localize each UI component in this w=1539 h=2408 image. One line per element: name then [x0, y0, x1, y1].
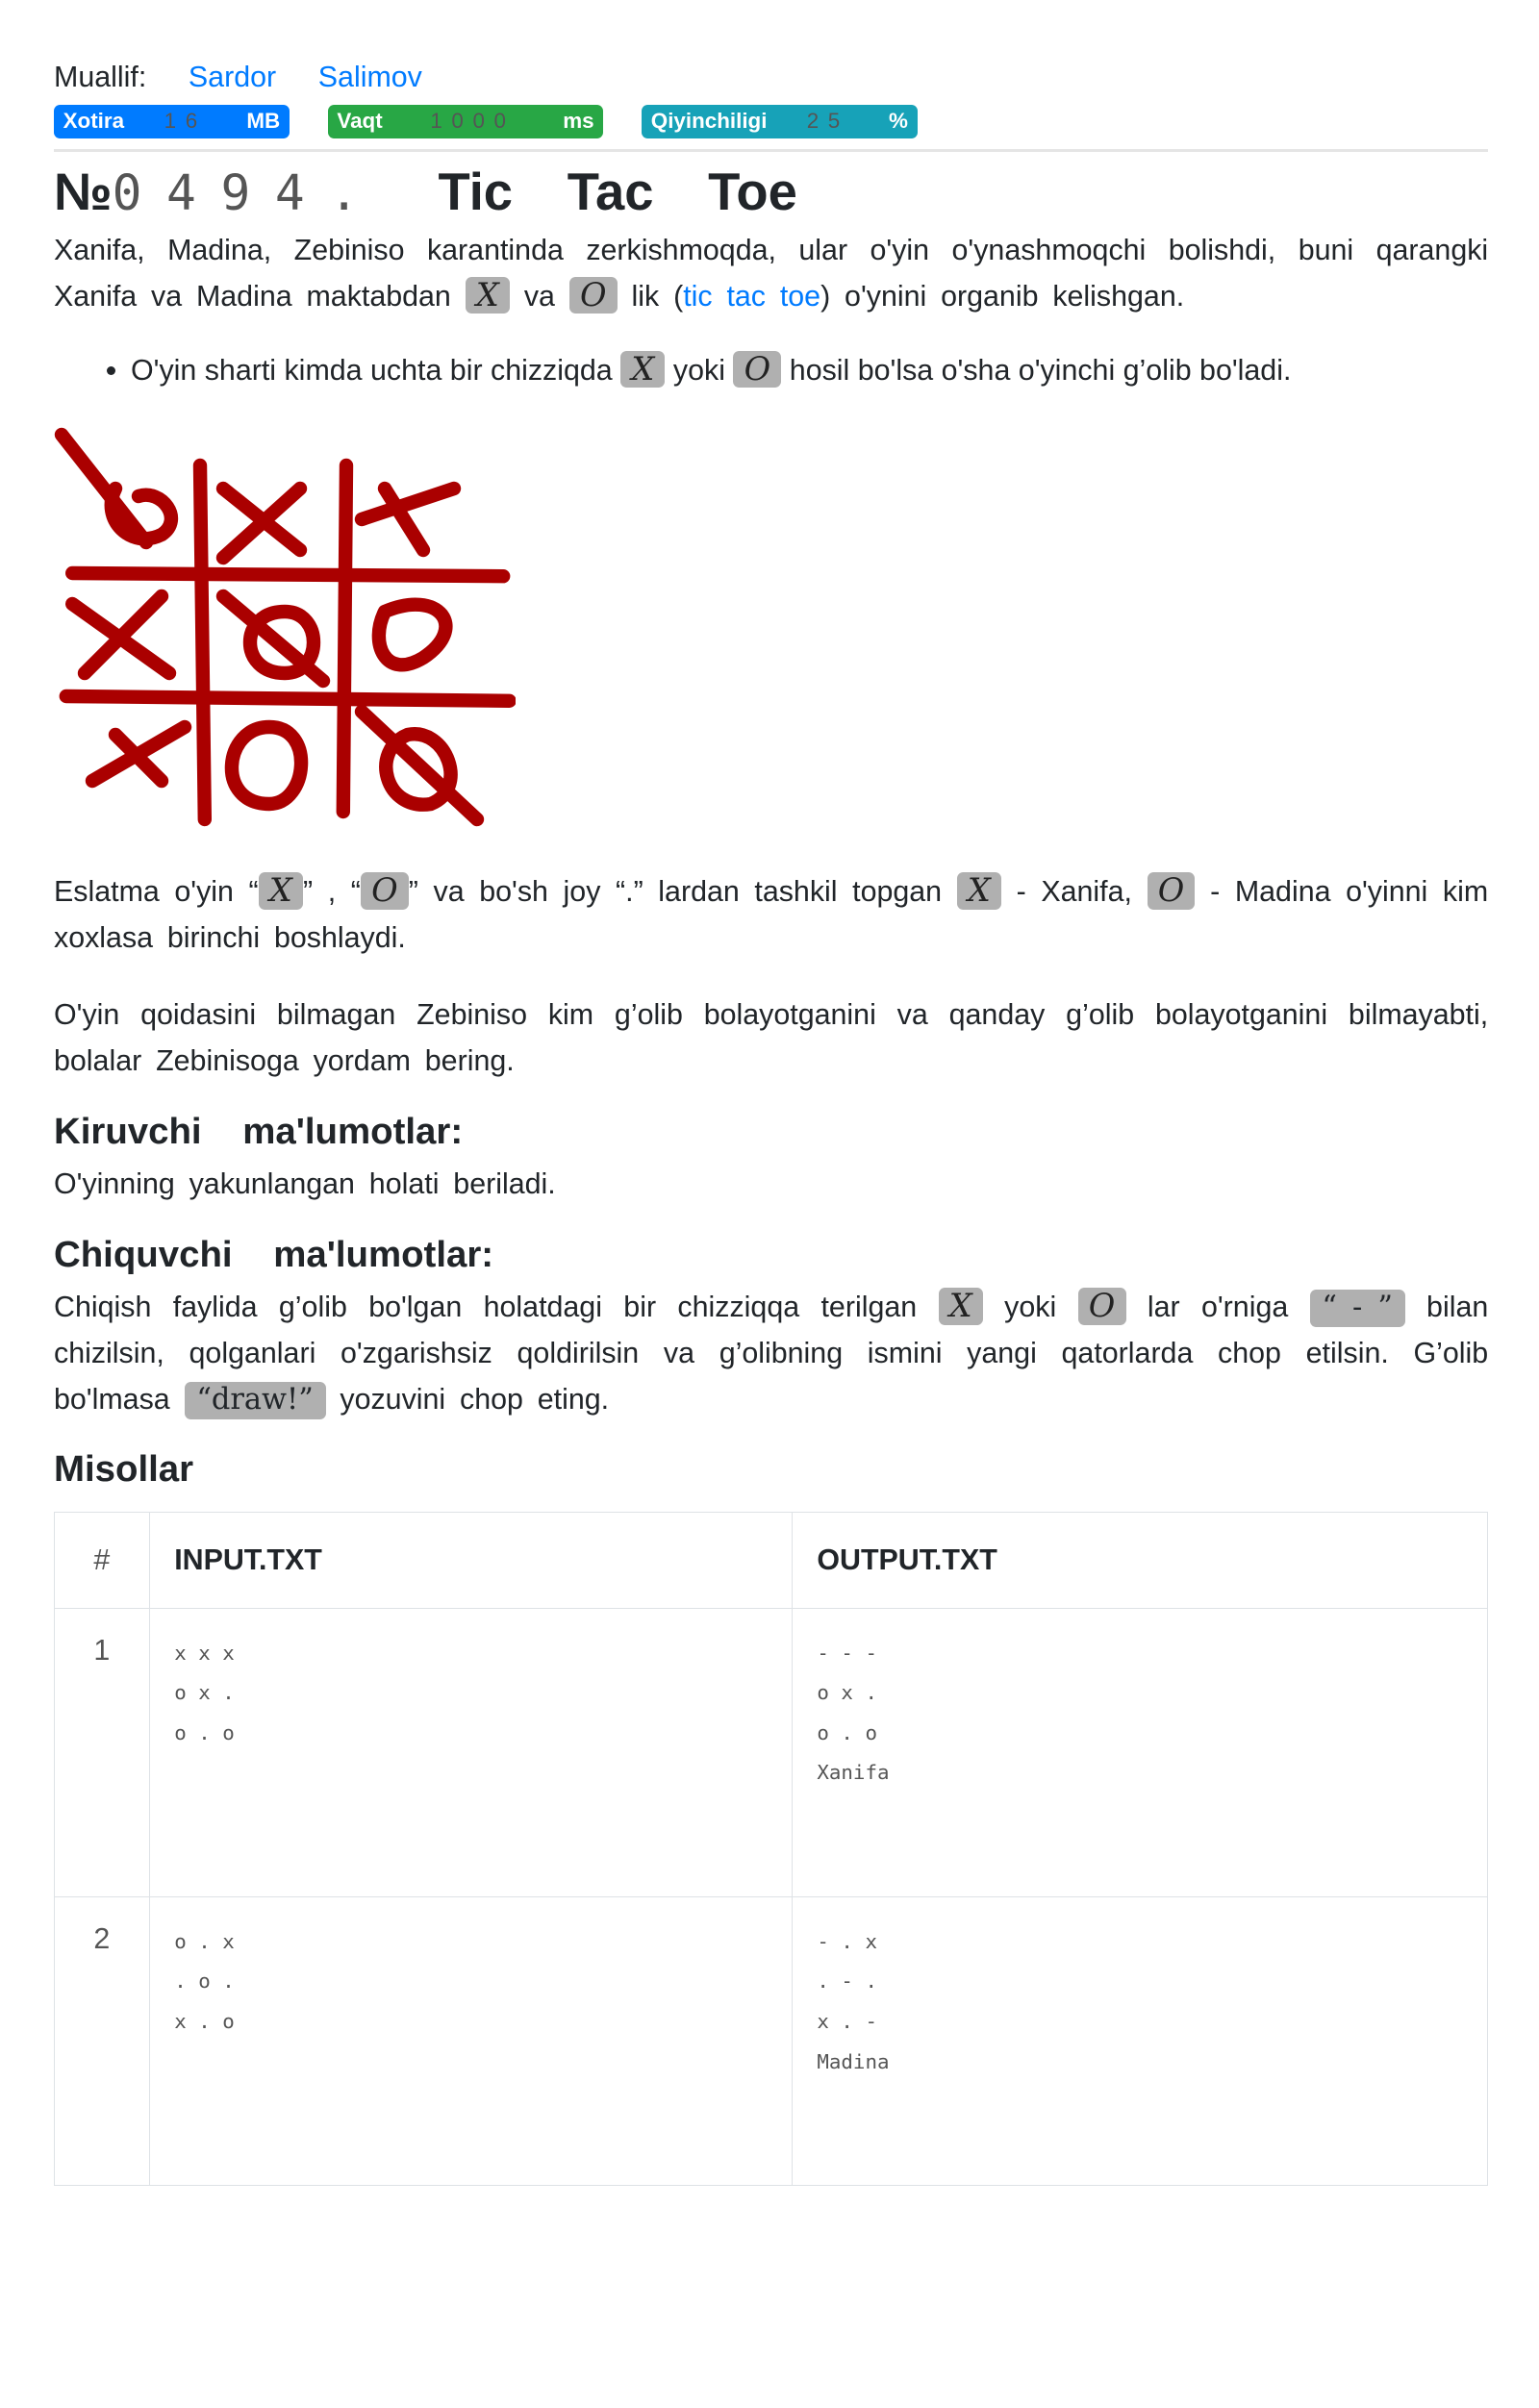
math-x: X	[466, 277, 510, 314]
author-first-link[interactable]: Sardor	[188, 60, 277, 93]
badge-label: Qiyinchiligi	[650, 109, 768, 134]
row-number: 1	[55, 1609, 150, 1897]
math-x: X	[957, 872, 1001, 909]
badge-unit: %	[889, 109, 908, 134]
difficulty-badge	[642, 105, 917, 138]
examples-heading: Misollar	[54, 1448, 194, 1491]
problem-page	[54, 0, 1488, 2278]
col-output: OUTPUT.TXT	[792, 1512, 1487, 1608]
dash-quote: “ - ”	[1310, 1290, 1405, 1326]
badge-unit: MB	[246, 109, 281, 134]
math-o: O	[361, 872, 409, 909]
col-input: INPUT.TXT	[149, 1512, 792, 1608]
table-row	[55, 1897, 1488, 2186]
row-number: 2	[55, 1897, 150, 2186]
badge-label: Vaqt	[337, 109, 383, 134]
time-badge	[328, 105, 603, 138]
rule-item: • O'yin sharti kimda uchta bir chizziqda X yoki O hosil bo'lsa o'sha o'yinchi g’olib bo'ladi.	[131, 347, 1488, 393]
input-description: O'yinning yakunlangan holati beriladi.	[54, 1167, 556, 1201]
examples-table	[54, 1512, 1488, 2187]
badge-value: 25	[806, 109, 849, 134]
math-o: O	[569, 277, 618, 314]
problem-name: Tic Tac Toe	[438, 162, 797, 221]
tic-tac-toe-link[interactable]: tic tac toe	[683, 279, 821, 313]
divider	[54, 149, 1488, 152]
tic-tac-toe-image	[54, 427, 516, 830]
rules-list	[54, 347, 1488, 393]
table-row	[55, 1609, 1488, 1897]
input-heading: Kiruvchi ma'lumotlar:	[54, 1110, 464, 1152]
page-title	[54, 159, 1488, 227]
col-number: #	[55, 1512, 150, 1608]
math-x: X	[620, 351, 665, 388]
badge-label: Xotira	[63, 109, 125, 134]
math-o: O	[1148, 872, 1196, 909]
table-header	[55, 1512, 1488, 1608]
input-text: o . x . o . x . o	[174, 1929, 235, 2034]
math-o: O	[1078, 1288, 1126, 1324]
math-o: O	[733, 351, 781, 388]
note-paragraph: Eslatma o'yin “ X ” , “ O ” va bo'sh joy “.” lardan tashkil topgan X - Xanifa, O - Madina o'yinni kim xoxlasa birinchi boshlaydi.	[54, 871, 1489, 955]
author-last-link[interactable]: Salimov	[317, 60, 422, 93]
limits-badges	[54, 105, 1488, 138]
input-text: x x x o x . o . o	[174, 1641, 235, 1744]
output-text: - - - o x . o . o Xanifa	[817, 1641, 890, 1785]
output-description: Chiqish faylida g’olib bo'lgan holatdagi bir chizziqqa terilgan X yoki O lar o'rniga “ - ” bilan chizilsin, qolganlari o'zgarishsiz qoldirilsin va g’olibning ismini yangi qatorlarda chop etilsin. G’olib bo'lmasa “draw!” yozuvini chop eting.	[54, 1284, 1488, 1422]
output-heading: Chiquvchi ma'lumotlar:	[54, 1233, 494, 1275]
math-x: X	[939, 1288, 983, 1324]
intro-paragraph: Xanifa, Madina, Zebiniso karantinda zerkishmoqda, ular o'yin o'ynashmoqchi bolishdi, buni qarangki Xanifa va Madina maktabdan X va O lik (tic tac toe) o'ynini organib kelishgan.	[54, 233, 1489, 314]
problem-id: 0494.	[112, 163, 384, 222]
draw-quote: “draw!”	[185, 1382, 326, 1418]
memory-badge	[54, 105, 290, 138]
badge-value: 1000	[430, 109, 516, 134]
help-paragraph: O'yin qoidasini bilmagan Zebiniso kim g’olib bolayotganini va qanday g’olib bolayotganini bilmayabti, bolalar Zebinisoga yordam bering.	[54, 998, 1489, 1078]
badge-value: 16	[164, 109, 207, 134]
math-x: X	[259, 872, 303, 909]
title-prefix: №	[54, 162, 113, 221]
badge-unit: ms	[563, 109, 594, 134]
author-line	[54, 56, 1488, 99]
author-label: Muallif:	[54, 60, 147, 93]
output-text: - . x . - . x . - Madina	[817, 1929, 890, 2073]
